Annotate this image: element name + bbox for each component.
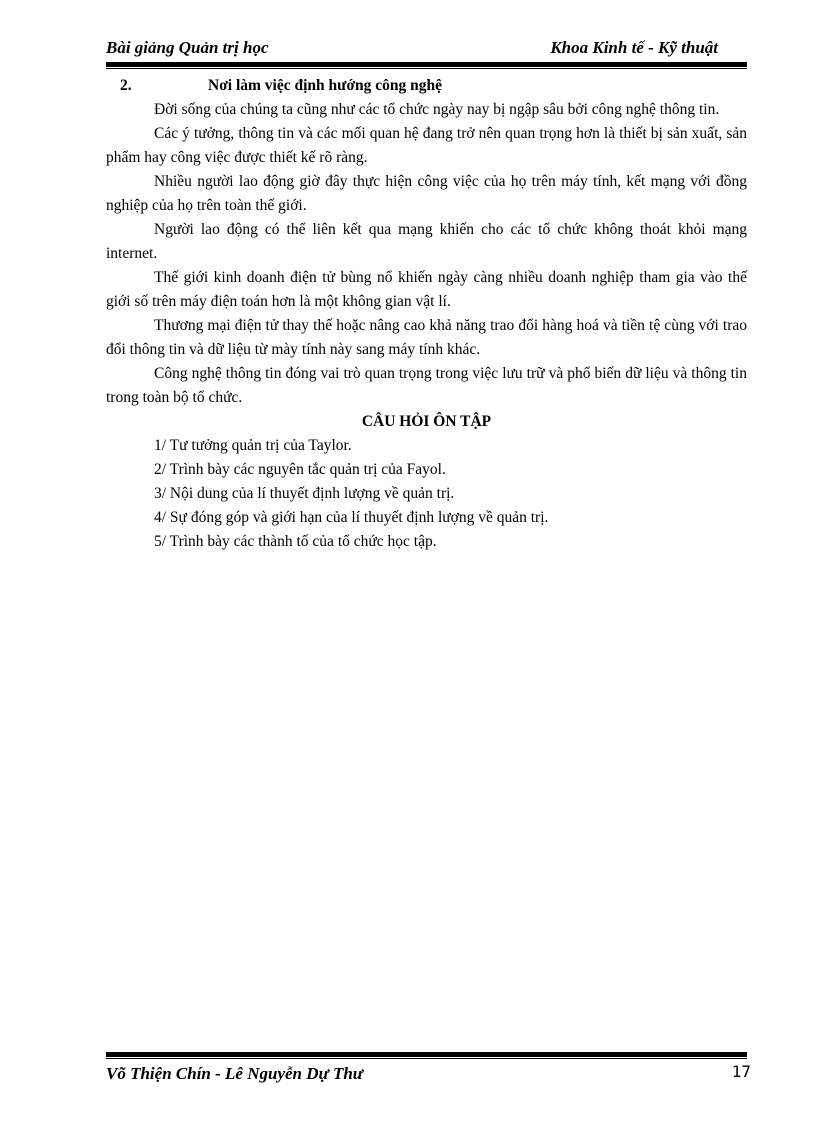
review-question: 5/ Trình bày các thành tố của tổ chức học tập. [154, 533, 437, 550]
page-header [106, 36, 746, 62]
header-department: Khoa Kinh tế - Kỹ thuật [550, 38, 718, 57]
paragraph: Thế giới kinh doanh điện tử bùng nổ khiến ngày càng nhiều doanh nghiệp tham gia vào thế giới số trên máy điện toán hơn là một không gian vật lí. [106, 269, 747, 310]
paragraph: Thương mại điện tử thay thế hoặc nâng cao khả năng trao đổi hàng hoá và tiền tệ cùng với trao đổi thông tin và dữ liệu từ mày tính này sang máy tính khác. [106, 317, 747, 358]
review-question: 3/ Nội dung của lí thuyết định lượng về quản trị. [154, 485, 455, 502]
header-course-title: Bài giảng Quản trị học [106, 38, 269, 57]
review-title: CÂU HỎI ÔN TẬP [361, 413, 492, 430]
paragraph: Công nghệ thông tin đóng vai trò quan trọng trong việc lưu trữ và phổ biến dữ liệu và thông tin trong toàn bộ tổ chức. [106, 365, 747, 406]
page-number: 17 [731, 1062, 751, 1081]
section-number: 2. [120, 77, 132, 94]
paragraph: Đời sống của chúng ta cũng như các tổ chức ngày nay bị ngập sâu bởi công nghệ thông tin. [154, 101, 720, 118]
page-body [106, 74, 747, 554]
footer-authors: Võ Thiện Chín - Lê Nguyễn Dự Thư [106, 1064, 363, 1083]
header-rule-thick [106, 62, 747, 67]
section-title: Nơi làm việc định hướng công nghệ [208, 77, 443, 94]
review-question: 2/ Trình bày các nguyên tắc quản trị của Fayol. [154, 461, 446, 478]
review-question: 1/ Tư tưởng quản trị của Taylor. [154, 437, 352, 454]
review-question: 4/ Sự đóng góp và giới hạn của lí thuyết định lượng về quản trị. [154, 509, 549, 526]
page-footer [106, 1062, 751, 1088]
header-rule-thin [106, 68, 747, 69]
footer-rule-thick [106, 1052, 747, 1057]
paragraph: Nhiều người lao động giờ đây thực hiện công việc của họ trên máy tính, kết mạng với đồng nghiệp của họ trên toàn thế giới. [106, 173, 747, 214]
paragraph: Các ý tưởng, thông tin và các mối quan hệ đang trở nên quan trọng hơn là thiết bị sản xuất, sản phẩm hay công việc được thiết kế rõ ràng. [106, 125, 747, 166]
paragraph: Người lao động có thể liên kết qua mạng khiến cho các tổ chức không thoát khỏi mạng internet. [106, 221, 747, 262]
section-heading [106, 74, 747, 98]
footer-rule-thin [106, 1058, 747, 1059]
